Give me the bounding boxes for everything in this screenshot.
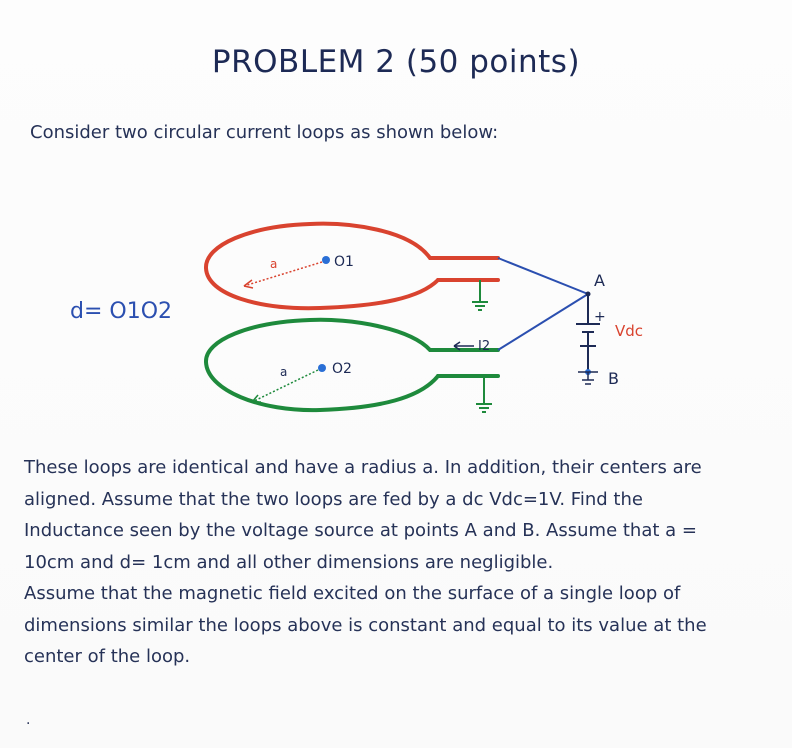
node-a-label: A: [594, 271, 605, 290]
loop-1-center-dot: [322, 256, 330, 264]
distance-label: d= O1O2: [70, 299, 173, 324]
loop-2-center-dot: [318, 364, 326, 372]
statement-paragraph-2: Assume that the magnetic field excited on the surface of a single loop of dimensions similar the loops above is constant and equal to its value at the center of the loop.: [24, 583, 707, 667]
feed-wire-top: [498, 258, 588, 294]
problem-statement: [24, 452, 744, 673]
loop-1-radius-line: [244, 262, 322, 286]
loop-2-ground: [476, 376, 492, 412]
voltage-source: [576, 294, 600, 370]
statement-paragraph-1: These loops are identical and have a radius a. In addition, their centers are aligned. Assume that the two loops are fed by a dc Vdc=1V. Find the Inductance seen by the voltage source at points A and B. Assume that a = 10cm and d= 1cm and all other dimensions are negligible.: [24, 457, 702, 573]
node-b-ground: [578, 372, 598, 384]
current-label: I2: [478, 339, 491, 354]
source-plus: +: [594, 309, 606, 325]
loop-2-radius-label: a: [280, 365, 288, 379]
node-b-label: B: [608, 369, 619, 388]
source-label: Vdc: [615, 322, 644, 340]
problem-title: PROBLEM 2 (50 points): [211, 44, 581, 80]
loop-1-radius-label: a: [270, 257, 278, 271]
intro-text: Consider two circular current loops as shown below:: [30, 122, 499, 143]
loop-1-ground: [472, 280, 488, 310]
loop-1-center-label: O1: [334, 254, 354, 270]
loop-2-center-label: O2: [332, 361, 352, 377]
feed-wire-bottom: [498, 294, 588, 350]
current-loops-diagram: [0, 200, 792, 450]
footer-mark: .: [26, 712, 31, 728]
